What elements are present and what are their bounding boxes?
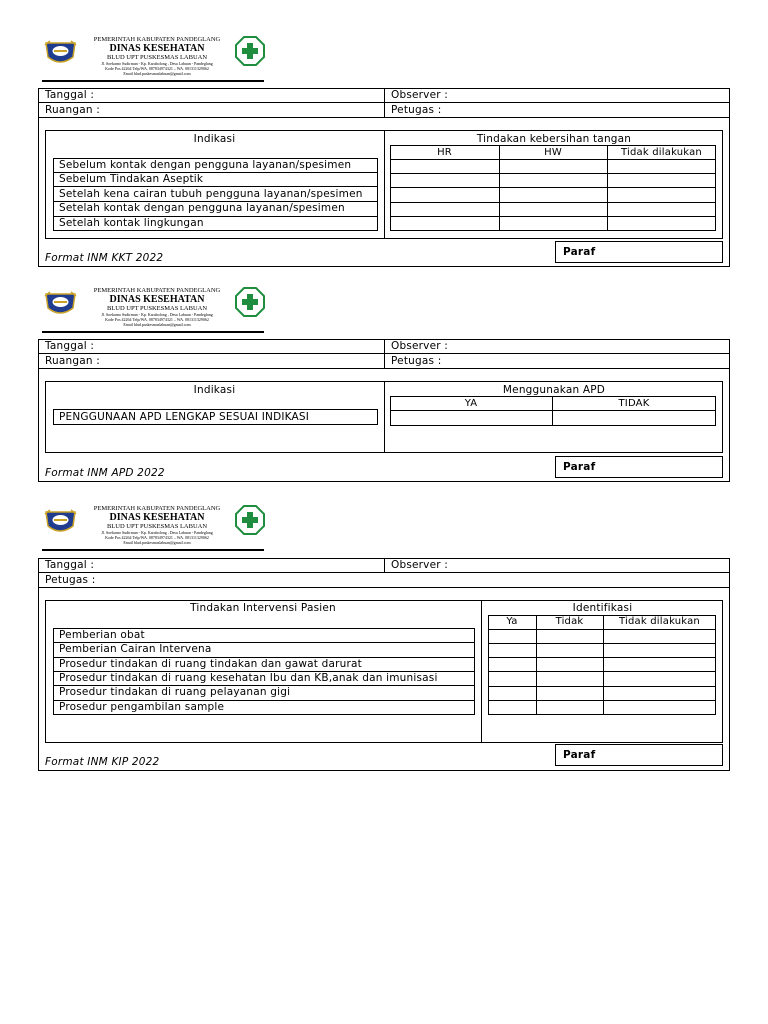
letterhead-rule (42, 331, 264, 333)
ruangan-label: Ruangan : (45, 355, 100, 367)
letterhead-line3: BLUD UPT PUSKESMAS LABUAN (106, 305, 208, 312)
petugas-label: Petugas : (391, 104, 442, 116)
observer-label: Observer : (391, 89, 449, 101)
letterhead-line1: PEMERINTAH KABUPATEN PANDEGLANG (93, 505, 221, 512)
letterhead-line2: DINAS KESEHATAN (109, 43, 205, 54)
letterhead (42, 36, 267, 76)
list-item: PENGGUNAAN APD LENGKAP SESUAI INDIKASI (59, 411, 310, 423)
list-item: Pemberian obat (59, 629, 145, 641)
letterhead-line5: Kode Pos 42264 Telp/WA. 087834974321 – WA. 081311329062 (105, 66, 209, 71)
list-item: Prosedur tindakan di ruang tindakan dan gawat darurat (59, 658, 362, 670)
column-header: TIDAK (618, 398, 650, 409)
list-item: Prosedur pengambilan sample (59, 701, 225, 713)
format-label: Format INM KIP 2022 (45, 756, 160, 768)
letterhead (42, 505, 267, 545)
puskesmas-logo-icon (235, 287, 265, 317)
letterhead-line4: Jl. Soekarno Sudirman - Kp. Karabolong , Desa Labuan - Pandeglang (101, 312, 213, 317)
list-item: Setelah kena cairan tubuh pengguna layanan/spesimen (59, 188, 363, 200)
list-item: Sebelum kontak dengan pengguna layanan/spesimen (59, 159, 352, 171)
format-label: Format INM KKT 2022 (45, 252, 164, 264)
letterhead (42, 287, 267, 327)
letterhead-line2: DINAS KESEHATAN (109, 512, 205, 523)
format-label: Format INM APD 2022 (45, 467, 165, 479)
column-header: HW (544, 147, 562, 158)
list-item: Setelah kontak lingkungan (59, 217, 204, 229)
letterhead-line6: Email blud.puskesmaslabuan@gmail.com (123, 71, 191, 76)
letterhead-line3: BLUD UPT PUSKESMAS LABUAN (106, 54, 208, 61)
puskesmas-logo-icon (235, 505, 265, 535)
list-item: Prosedur tindakan di ruang kesehatan Ibu dan KB,anak dan imunisasi (59, 672, 438, 684)
petugas-label: Petugas : (45, 574, 96, 586)
column-header: Tidak dilakukan (621, 147, 702, 158)
pandeglang-emblem-icon (44, 508, 77, 536)
list-item: Sebelum Tindakan Aseptik (59, 173, 204, 185)
tindakan-title: Menggunakan APD (502, 384, 606, 396)
list-item: Setelah kontak dengan pengguna layanan/spesimen (59, 202, 345, 214)
letterhead-rule (42, 80, 264, 82)
tanggal-label: Tanggal : (45, 89, 95, 101)
ruangan-label: Ruangan : (45, 104, 100, 116)
letterhead-line1: PEMERINTAH KABUPATEN PANDEGLANG (93, 287, 221, 294)
tanggal-label: Tanggal : (45, 559, 95, 571)
letterhead-line2: DINAS KESEHATAN (109, 294, 205, 305)
letterhead-line6: Email blud.puskesmaslabuan@gmail.com (123, 540, 191, 545)
indikasi-title: Indikasi (193, 384, 236, 396)
list-item: Prosedur tindakan di ruang pelayanan gigi (59, 686, 291, 698)
letterhead-rule (42, 549, 264, 551)
observer-label: Observer : (391, 559, 449, 571)
letterhead-line5: Kode Pos 42264 Telp/WA. 087834974321 – WA. 081311329062 (105, 535, 209, 540)
paraf-label: Paraf (563, 749, 596, 761)
column-header: Ya (506, 616, 518, 627)
petugas-label: Petugas : (391, 355, 442, 367)
puskesmas-logo-icon (235, 36, 265, 66)
observer-label: Observer : (391, 340, 449, 352)
letterhead-line6: Email blud.puskesmaslabuan@gmail.com (123, 322, 191, 327)
column-header: Tidak dilakukan (619, 616, 700, 627)
pandeglang-emblem-icon (44, 39, 77, 67)
column-header: HR (437, 147, 452, 158)
column-header: YA (464, 398, 478, 409)
pandeglang-emblem-icon (44, 290, 77, 318)
indikasi-title: Indikasi (193, 133, 236, 145)
letterhead-line4: Jl. Soekarno Sudirman - Kp. Karabolong , Desa Labuan - Pandeglang (101, 530, 213, 535)
letterhead-line3: BLUD UPT PUSKESMAS LABUAN (106, 523, 208, 530)
letterhead-line5: Kode Pos 42264 Telp/WA. 087834974321 – WA. 081311329062 (105, 317, 209, 322)
list-item: Pemberian Cairan Intervena (59, 643, 212, 655)
tanggal-label: Tanggal : (45, 340, 95, 352)
letterhead-line1: PEMERINTAH KABUPATEN PANDEGLANG (93, 36, 221, 43)
letterhead-line4: Jl. Soekarno Sudirman - Kp. Karabolong , Desa Labuan - Pandeglang (101, 61, 213, 66)
paraf-label: Paraf (563, 246, 596, 258)
tindakan-title: Identifikasi (572, 602, 633, 614)
indikasi-title: Tindakan Intervensi Pasien (190, 602, 336, 614)
paraf-label: Paraf (563, 461, 596, 473)
tindakan-title: Tindakan kebersihan tangan (476, 133, 632, 145)
column-header: Tidak (555, 616, 584, 627)
